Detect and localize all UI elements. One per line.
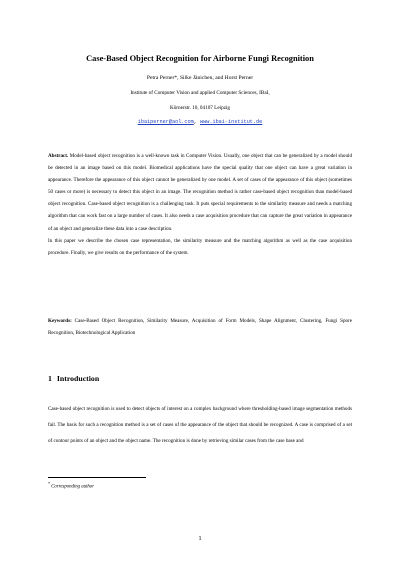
footnote-mark: * xyxy=(48,481,50,486)
keywords xyxy=(48,315,352,339)
section-heading-introduction: 1 Introduction xyxy=(48,374,100,383)
affiliation: Institute of Computer Vision and applied Computer Sciences, IBaI, xyxy=(130,90,270,96)
abstract-text-1: Model-based object recognition is a well-known task in Computer Vision. Usually, one object that can be generalized by a model should be detected in an image based on this model. Biomedical applications have the special quality that one object can have a great variation in appearance. Therefore the appearance of this object cannot be generalized by one model. A set of cases of the appearance of this object (sometimes 50 cases or more) is necessary to detect this object in an image. The recognition method is rather case-based object recognition than model-based object recognition. Case-based object recognition is a challenging task. It puts special requirements to the similarity measure and needs a matching algorithm that can work fast on a large number of cases. It also needs a case acquisition procedure that can capture the great variation in appearance of an object and generalize these data into a case description. xyxy=(48,153,352,232)
author-list xyxy=(0,75,400,82)
intro-paragraph-1: Case-based object recognition is used to detect objects of interest on a complex background where thresholding-based image segmentation methods fail. The basis for such a recognition method is a set of cases of the appearance of the object that should be recognized. A case is comprised of a set of contour points of an object and the object name. The recognition is done by retrieving similar cases from the case base and xyxy=(48,406,352,444)
keywords-text: Case-Based Object Recognition, Similarity Measure, Acquisition of Form Models, Shape Alignment, Clustering, Fungi Spore Recognition, Biotechnological Application xyxy=(48,318,352,337)
footnote-text: Corresponding author xyxy=(51,484,95,490)
paper-title: Case-Based Object Recognition for Airborne Fungi Recognition xyxy=(86,54,314,63)
website-link[interactable]: www.ibai-institut.de xyxy=(200,119,263,125)
email-separator: , xyxy=(193,119,200,125)
introduction-body xyxy=(48,401,352,449)
abstract xyxy=(48,150,352,259)
page-number: 1 xyxy=(198,535,202,542)
footnote-divider xyxy=(48,477,146,478)
footnote xyxy=(48,481,94,490)
abstract-paragraph-2: In this paper we describe the chosen case representation, the similarity measure and the matching algorithm as well as the case acquisition procedure. Finally, we give results on the performance of the system. xyxy=(48,237,352,256)
address: Körnerstr. 10, 04107 Leipzig xyxy=(169,105,231,111)
abstract-label: Abstract. xyxy=(48,153,69,159)
keywords-label: Keywords: xyxy=(48,318,72,324)
email-link[interactable]: ibaiperner@aol.com xyxy=(137,119,194,125)
abstract-paragraph-1 xyxy=(48,150,352,235)
contact-links xyxy=(0,119,400,125)
author-names: Petra Perner*, Silke Jänichen, and Horst Perner xyxy=(146,75,254,81)
